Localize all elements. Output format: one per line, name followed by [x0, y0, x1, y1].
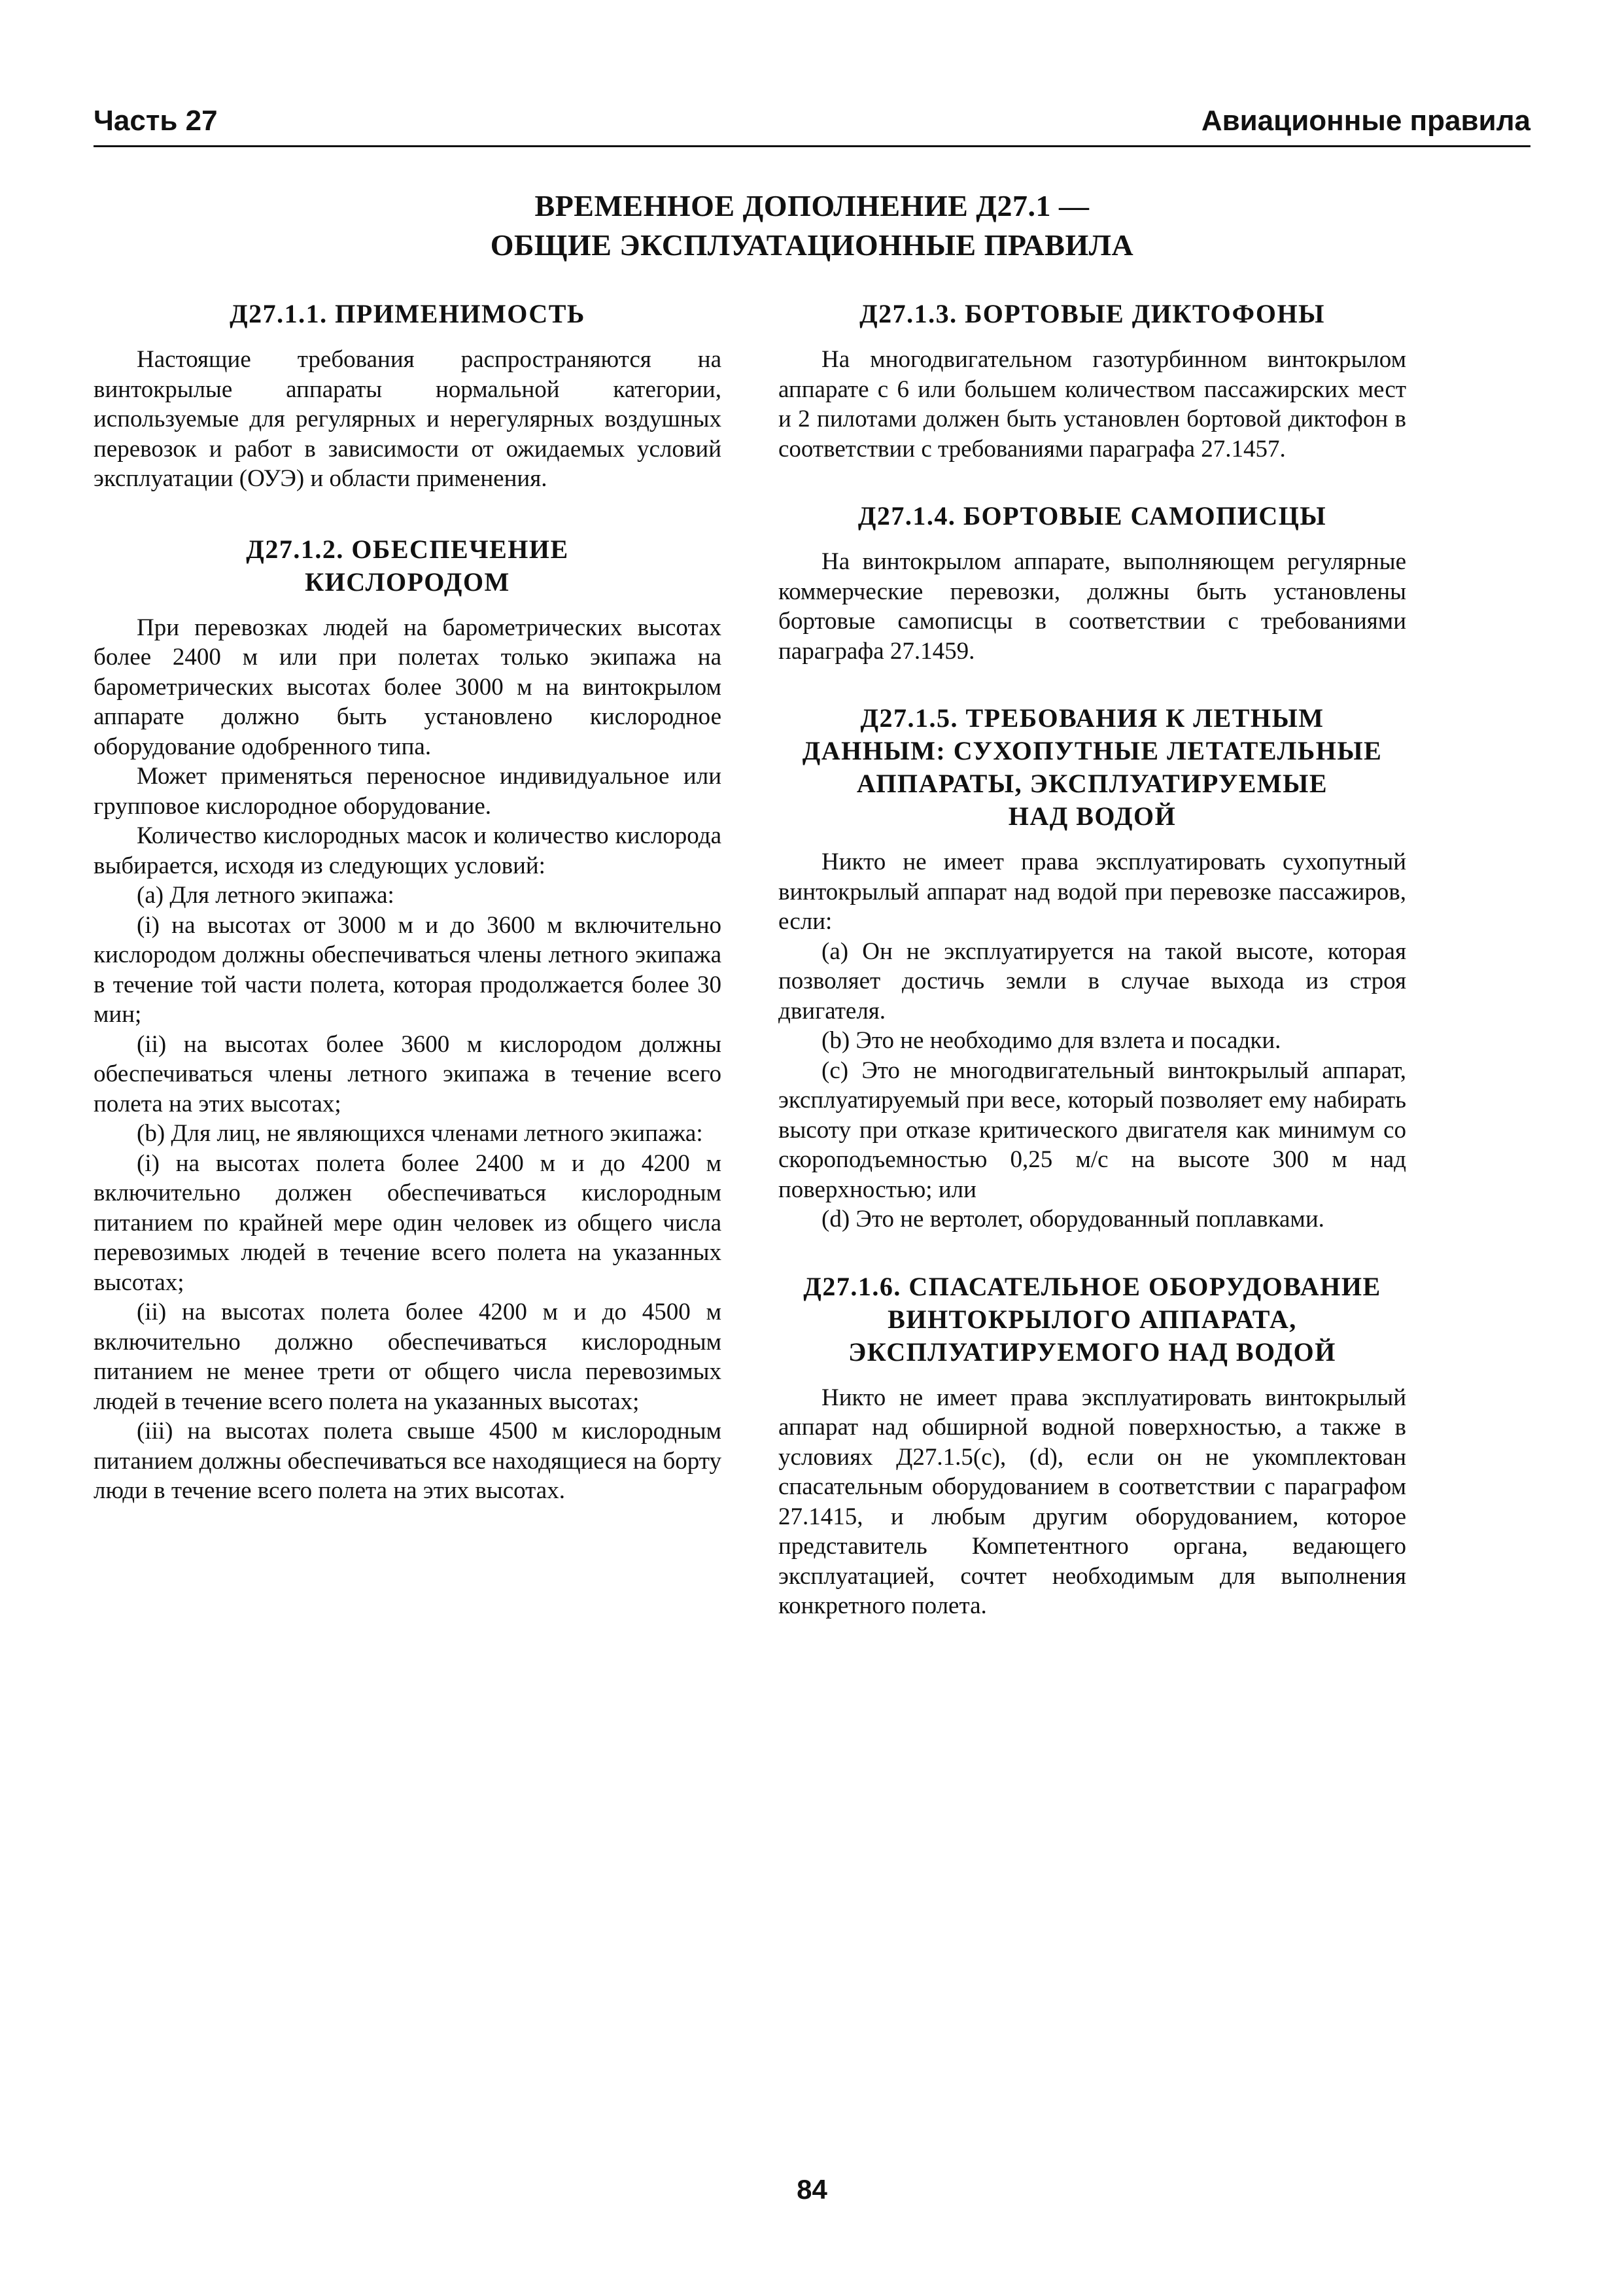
section-performance-over-water: [778, 702, 1406, 1235]
paragraph: (i) на высотах от 3000 м и до 3600 м включительно кислородом должны обеспечиваться члены летного экипажа в течение той части полета, которая продолжается более 30 мин;: [94, 911, 721, 1028]
header-document-title: Авиационные правила: [1201, 105, 1530, 137]
header-part-label: Часть 27: [94, 105, 218, 137]
section-heading: [778, 298, 1406, 330]
paragraph: (a) Для летного экипажа:: [137, 882, 394, 909]
paragraph: (d) Это не вертолет, оборудованный поплавками.: [821, 1206, 1324, 1233]
paragraph: (a) Он не эксплуатируется на такой высоте, которая позволяет достичь земли в случае выхода из строя двигателя.: [778, 937, 1406, 1025]
title-line-1: ВРЕМЕННОЕ ДОПОЛНЕНИЕ Д27.1 —: [534, 189, 1090, 222]
page-number: 84: [797, 2174, 827, 2205]
heading-line: Д27.1.3. БОРТОВЫЕ ДИКТОФОНЫ: [859, 299, 1325, 328]
paragraph: (b) Это не необходимо для взлета и посадки.: [821, 1027, 1281, 1054]
section-heading: [94, 533, 721, 599]
section-applicability: [94, 298, 721, 494]
section-rescue-equipment: [778, 1270, 1406, 1621]
left-column: [94, 298, 721, 1506]
right-column: [778, 298, 1406, 1621]
section-heading: [94, 298, 721, 330]
heading-line: ЭКСПЛУАТИРУЕМОГО НАД ВОДОЙ: [848, 1337, 1336, 1367]
paragraph: Никто не имеет права эксплуатировать сухопутный винтокрылый аппарат над водой при перевозке пассажиров, если:: [778, 849, 1406, 935]
paragraph: (iii) на высотах полета свыше 4500 м кислородным питанием должны обеспечиваться все находящиеся на борту люди в течение всего полета на этих высотах.: [94, 1418, 721, 1504]
heading-line: АППАРАТЫ, ЭКСПЛУАТИРУЕМЫЕ: [856, 769, 1328, 798]
paragraph: (c) Это не многодвигательный винтокрылый аппарат, эксплуатируемый при весе, который позволяет ему набирать высоту при отказе критического двигателя как минимум со скороподъемностью 0,25 м/с на высоте 300 м над поверхностью; или: [778, 1057, 1406, 1203]
paragraph: Настоящие требования распространяются на винтокрылые аппараты нормальной категории, используемые для регулярных и нерегулярных воздушных перевозок и работ в зависимости от ожидаемых условий эксплуатации (ОУЭ) и области применения.: [94, 346, 721, 492]
heading-line: ВИНТОКРЫЛОГО АППАРАТА,: [888, 1304, 1297, 1334]
heading-line: Д27.1.4. БОРТОВЫЕ САМОПИСЦЫ: [857, 501, 1327, 531]
paragraph: (i) на высотах полета более 2400 м и до 4200 м включительно должен обеспечиваться кислородным питанием по крайней мере один человек из общего числа перевозимых людей в течение всего полета на указанных высотах;: [94, 1149, 721, 1296]
section-flight-data-recorders: [778, 500, 1406, 666]
heading-line: КИСЛОРОДОМ: [305, 567, 510, 597]
section-cockpit-voice-recorders: [778, 298, 1406, 464]
document-title: [94, 186, 1530, 265]
paragraph: На многодвигательном газотурбинном винтокрылом аппарате с 6 или большем количеством пассажирских мест и 2 пилотами должен быть установлен бортовой диктофон в соответствии с требованиями параграфа 27.1457.: [778, 346, 1406, 463]
paragraph: (ii) на высотах более 3600 м кислородом должны обеспечиваться члены летного экипажа в течение всего полета на этих высотах;: [94, 1030, 721, 1117]
paragraph: (ii) на высотах полета более 4200 м и до 4500 м включительно должно обеспечиваться кислородным питанием не менее трети от общего числа перевозимых людей в течение всего полета на указанных высотах;: [94, 1299, 721, 1415]
heading-line: ДАННЫМ: СУХОПУТНЫЕ ЛЕТАТЕЛЬНЫЕ: [802, 736, 1383, 765]
title-line-2: ОБЩИЕ ЭКСПЛУАТАЦИОННЫЕ ПРАВИЛА: [490, 228, 1134, 262]
section-heading: [778, 1270, 1406, 1369]
heading-line: Д27.1.1. ПРИМЕНИМОСТЬ: [230, 299, 585, 328]
section-heading: [778, 702, 1406, 833]
heading-line: Д27.1.2. ОБЕСПЕЧЕНИЕ: [246, 534, 569, 564]
heading-line: Д27.1.6. СПАСАТЕЛЬНОЕ ОБОРУДОВАНИЕ: [803, 1271, 1381, 1301]
heading-line: НАД ВОДОЙ: [1008, 801, 1177, 831]
paragraph: Количество кислородных масок и количество кислорода выбирается, исходя из следующих условий:: [94, 822, 721, 879]
paragraph: При перевозках людей на барометрических высотах более 2400 м или при полетах только экипажа на барометрических высотах более 3000 м на винтокрылом аппарате должно быть установлено кислородное оборудование одобренного типа.: [94, 614, 721, 760]
paragraph: (b) Для лиц, не являющихся членами летного экипажа:: [137, 1120, 703, 1147]
paragraph: Никто не имеет права эксплуатировать винтокрылый аппарат над обширной водной поверхностью, а также в условиях Д27.1.5(c), (d), если он не укомплектован спасательным оборудованием в соответствии с параграфом 27.1415, и любым другим оборудованием, которое представитель Компетентного органа, ведающего эксплуатацией, сочтет необходимым для выполнения конкретного полета.: [778, 1384, 1406, 1619]
section-heading: [778, 500, 1406, 533]
paragraph: На винтокрылом аппарате, выполняющем регулярные коммерческие перевозки, должны быть установлены бортовые самописцы в соответствии с требованиями параграфа 27.1459.: [778, 548, 1406, 665]
section-oxygen-supply: [94, 533, 721, 1506]
heading-line: Д27.1.5. ТРЕБОВАНИЯ К ЛЕТНЫМ: [860, 703, 1324, 733]
running-header: [94, 99, 1530, 147]
paragraph: Может применяться переносное индивидуальное или групповое кислородное оборудование.: [94, 763, 721, 820]
